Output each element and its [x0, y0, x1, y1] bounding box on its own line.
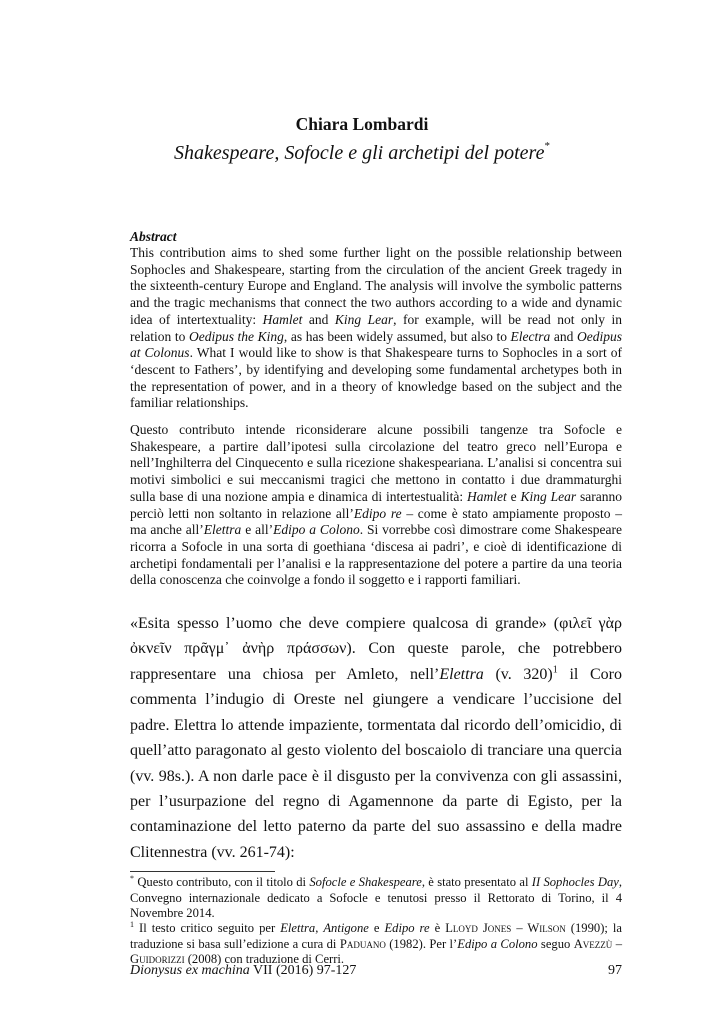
- footnotes: [130, 875, 622, 967]
- text-run: Edipo a Colono: [457, 936, 538, 951]
- footnote-separator: [130, 871, 275, 872]
- text-run: Elettra: [280, 921, 316, 936]
- text-run: Elettra: [203, 522, 242, 538]
- footnote-1: [130, 921, 622, 967]
- article-title: [0, 142, 724, 165]
- text-run: Il testo critico seguito per: [134, 921, 281, 936]
- text-run: Sofocle e Shakespeare: [309, 875, 422, 890]
- text-run: Paduano: [339, 936, 386, 951]
- text-run: , for example, will be read not only in relation to: [130, 311, 622, 344]
- text-run: Edipo re: [353, 505, 402, 521]
- text-run: Hamlet: [262, 311, 303, 327]
- text-run: This contribution aims to shed some further light on the possible relationship between Sophocles and Shakespeare, starting from the circulation of the ancient Greek tragedy in the sixteenth-century Europe and England. The analysis will involve the symbolic patterns and the tragic mechanisms that connect the two authors according to a wide and dynamic idea of intertextuality:: [130, 245, 622, 327]
- text-run: Avezzù – Guidorizzi: [130, 936, 622, 967]
- text-run: , Convegno internazionale dedicato a Sofocle e tenutosi presso il Rettorato di Torino, il 4 Novembre 2014.: [130, 875, 622, 920]
- text-run: Edipo re: [384, 921, 430, 936]
- main-column: [130, 229, 622, 968]
- text-run: Elettra: [439, 665, 484, 683]
- page-number: 97: [608, 963, 622, 978]
- text-run: Antigone: [323, 921, 369, 936]
- text-run: Edipo a Colono: [273, 522, 360, 538]
- journal-name: Dionysus ex machina: [130, 963, 250, 978]
- text-run: e: [506, 488, 521, 504]
- text-run: and: [550, 328, 577, 344]
- title-footnote-mark: *: [544, 140, 550, 152]
- text-run: (2008) con traduzione di Cerri.: [184, 952, 345, 967]
- footnote-mark: *: [130, 873, 134, 883]
- text-run: seguo: [537, 936, 574, 951]
- footnote-mark: 1: [552, 664, 558, 676]
- abstract-text: [130, 245, 622, 412]
- text-run: (1982). Per l’: [385, 936, 458, 951]
- text-run: . What I would like to show is that Shakespeare turns to Sophocles in a sort of ‘descent to Fathers’, by identifying and developing some fundamental archetypes both in the representation of power, and in a theory of knowledge based on the subject and the familiar relationships.: [130, 345, 623, 411]
- text-run: saranno perciò letti non soltanto in relazione all’: [130, 488, 622, 521]
- text-run: . Si vorrebbe così dimostrare come Shakespeare ricorra a Sofocle in una sorta di goethiana ‘discesa ai padri’, e cioè di identificazione di archetipi fondamentali per l’analisi e la rappresentazione del potere a partire da una teoria della conoscenza che coinvolge a fondo il soggetto e i rapporti familiari.: [130, 522, 622, 588]
- page-footer: [130, 962, 622, 979]
- text-run: – come è stato ampiamente proposto – ma anche all’: [130, 505, 622, 538]
- text-run: Questo contributo, con il titolo di: [134, 875, 310, 890]
- italian-summary: [130, 422, 622, 589]
- text-run: e all’: [241, 522, 274, 538]
- text-run: Lloyd Jones – Wilson: [445, 921, 566, 936]
- author-name: Chiara Lombardi: [295, 114, 429, 134]
- text-run: Electra: [510, 328, 551, 344]
- footnote-mark: 1: [130, 920, 134, 930]
- text-run: Questo contributo intende riconsiderare alcune possibili tangenze tra Sofocle e Shakespeare, a partire dall’ipotesi sulla circolazione del teatro greco nell’Europa e nell’Inghilterra del Cinquecento e sulla ricezione shakespeariana. L’analisi si concentra sui motivi simbolici e sui meccanismi tragici che mettono in contatto i due drammaturghi sulla base di una nozione ampia e dinamica di intertestualità:: [130, 422, 622, 504]
- text-run: il Coro commenta l’indugio di Oreste nel giungere a vendicare l’uccisione del padre. Elettra lo attende impaziente, tormentata dal ricordo dell’omicidio, di quell’atto paragonato al gesto violento del boscaiolo di tranciare una quercia (vv. 98s.). A non darle pace è il disgusto per la convivenza con gli assassini, per l’usurpazione del regno di Agamennone da parte di Egisto, per la contaminazione del letto paterno da parte del suo assassino e della madre Clitennestra (vv. 261-74):: [130, 665, 622, 861]
- text-run: è: [429, 921, 446, 936]
- text-run: (v. 320): [483, 665, 553, 683]
- journal-issue: VII (2016) 97-127: [249, 963, 357, 978]
- text-run: II Sophocles Day: [531, 875, 619, 890]
- footnote-star: [130, 875, 622, 921]
- text-run: ,: [315, 921, 324, 936]
- abstract-heading: Abstract: [130, 229, 177, 244]
- text-run: King Lear: [520, 488, 577, 504]
- text-run: , è stato presentato al: [421, 875, 532, 890]
- text-run: Hamlet: [467, 488, 507, 504]
- body-paragraph: [130, 611, 622, 865]
- text-run: King Lear: [334, 311, 394, 327]
- text-run: and: [302, 311, 335, 327]
- text-run: e: [368, 921, 385, 936]
- text-run: Oedipus the King: [188, 328, 284, 344]
- article-title-text: Shakespeare, Sofocle e gli archetipi del potere: [174, 142, 545, 164]
- text-run: (1990); la traduzione si basa sull’edizione a cura di: [130, 921, 622, 951]
- text-run: , as has been widely assumed, but also to: [283, 328, 511, 344]
- text-run: Oedipus at Colonus: [130, 328, 622, 361]
- text-run: «Esita spesso l’uomo che deve compiere qualcosa di grande» (φιλεῖ γὰρ ὀκνεῖν πρᾶγμ᾽ ἀνὴρ πράσσων). Con queste parole, che potrebbero rappresentare una chiosa per Amleto, nell’: [130, 615, 622, 683]
